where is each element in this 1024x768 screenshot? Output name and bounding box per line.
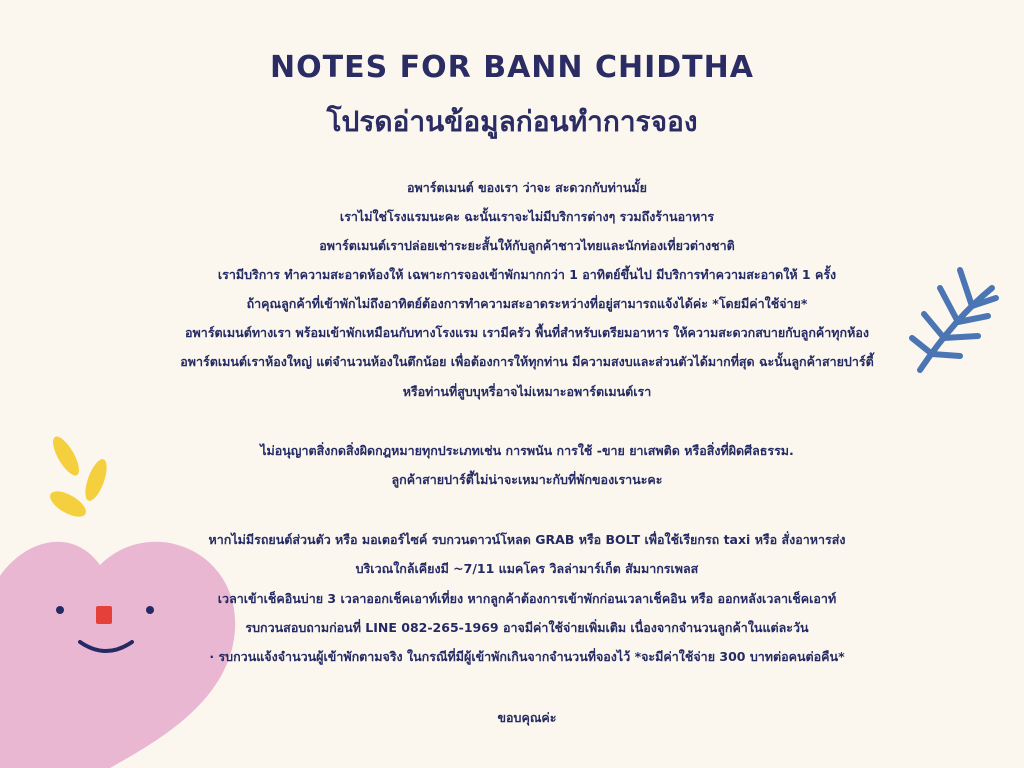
note-line: · รบกวนแจ้งจำนวนผู้เข้าพักตามจริง ในกรณีที่มีผู้เข้าพักเกินจากจำนวนที่จองไว้ *จะมีค่าใช้จ่าย 300 บาทต่อคนต่อคืน* [209, 649, 845, 664]
page-title: NOTES FOR BANN CHIDTHA [270, 50, 754, 85]
yellow-leaves-icon [40, 430, 120, 530]
smiling-heart-icon [0, 520, 260, 768]
note-line: อพาร์ตเมนต์ทางเรา พร้อมเข้าพักเหมือนกับทางโรงแรม เรามีครัว พื้นที่สำหรับเตรียมอาหาร ให้ความสะดวกสบายกับลูกค้าทุกห้อง [185, 325, 869, 340]
note-line: เวลาเข้าเช็คอินบ่าย 3 เวลาออกเช็คเอาท์เที่ยง หากลูกค้าต้องการเข้าพักก่อนเวลาเช็คอิน หรือ ออกหลังเวลาเช็คเอาท์ [217, 591, 837, 606]
note-line: หากไม่มีรถยนต์ส่วนตัว หรือ มอเตอร์ไซค์ รบกวนดาวน์โหลด GRAB หรือ BOLT เพื่อใช้เรียกรถ taxi หรือ สั่งอาหารส่ง [208, 532, 846, 547]
note-line: เรามีบริการ ทำความสะอาดห้องให้ เฉพาะการจองเข้าพักมากกว่า 1 อาทิตย์ขึ้นไป มีบริการทำความสะอาดให้ 1 ครั้ง [217, 267, 837, 282]
closing-text: ขอบคุณค่ะ [497, 710, 557, 725]
note-line: ไม่อนุญาตสิ่งกดสิ่งผิดกฎหมายทุกประเภทเช่น การพนัน การใช้ -ขาย ยาเสพติด หรือสิ่งที่ผิดศีลธรรม. [260, 443, 794, 458]
note-line: ถ้าคุณลูกค้าที่เข้าพักไม่ถึงอาทิตย์ต้องการทำความสะอาดระหว่างที่อยู่สามารถแจ้งได้ค่ะ *โดยมีค่าใช้จ่าย* [246, 296, 808, 311]
note-line: เราไม่ใช่โรงแรมนะคะ ฉะนั้นเราจะไม่มีบริการต่างๆ รวมถึงร้านอาหาร [339, 209, 715, 224]
note-line: อพาร์ตเมนต์เราปล่อยเช่าระยะสั้นให้กับลูกค้าชาวไทยและนักท่องเที่ยวต่างชาติ [319, 238, 735, 253]
note-line: ลูกค้าสายปาร์ตี้ไม่น่าจะเหมาะกับที่พักของเรานะคะ [391, 472, 663, 487]
note-line: หรือท่านที่สูบบุหรี่อาจไม่เหมาะอพาร์ตเมนต์เรา [402, 384, 652, 399]
note-line: บริเวณใกล้เคียงมี ~7/11 แมคโคร วิลล่ามาร์เก็ต สัมมากรเพลส [355, 561, 699, 576]
note-line: อพาร์ตเมนต์เราห้องใหญ่ แต่จำนวนห้องในตึกน้อย เพื่อต้องการให้ทุกท่าน มีความสงบและส่วนตัวได้มากที่สุด ฉะนั้นลูกค้าสายปาร์ตี้ [180, 354, 874, 369]
page-subtitle: โปรดอ่านข้อมูลก่อนทำการจอง [326, 105, 698, 138]
note-line: อพาร์ตเมนต์ ของเรา ว่าจะ สะดวกกับท่านมั้ย [407, 180, 647, 195]
note-line: รบกวนสอบถามก่อนที่ LINE 082-265-1969 อาจมีค่าใช้จ่ายเพิ่มเติม เนื่องจากจำนวนลูกค้าในแต่ละวัน [245, 620, 809, 635]
